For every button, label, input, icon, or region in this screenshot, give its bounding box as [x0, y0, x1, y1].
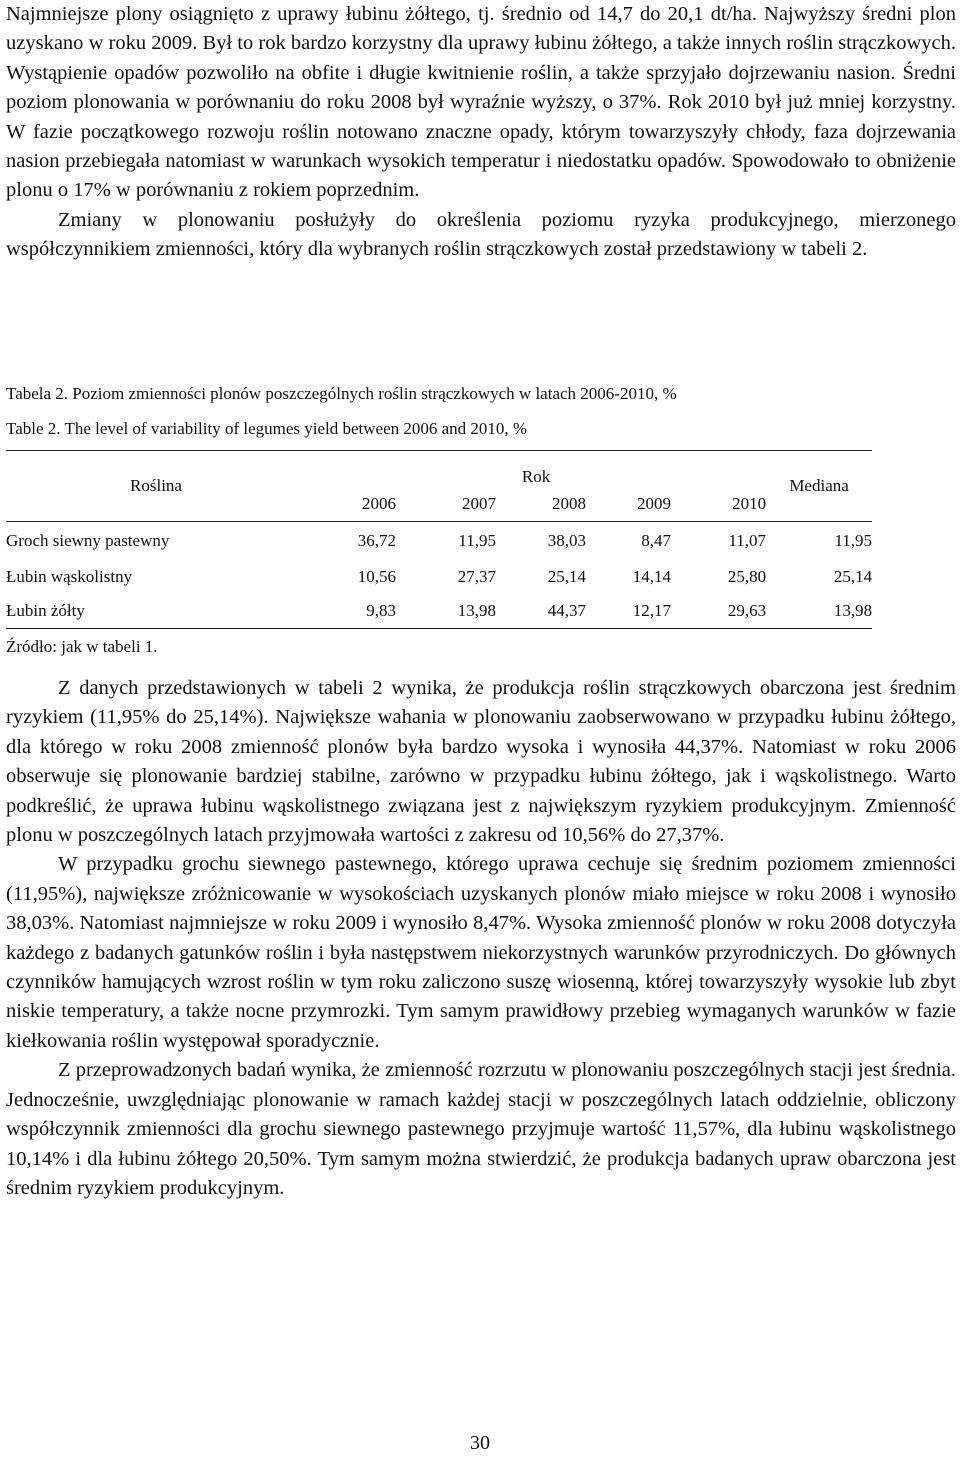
paragraph: Najmniejsze plony osiągnięto z uprawy łubinu żółtego, tj. średnio od 14,7 do 20,1 dt/ha. Najwyższy średni plon uzyskano w roku 2009. Był to rok bardzo korzystny dla uprawy łubinu żółtego, a także innych roślin strączkowych. Wystąpienie opadów pozwoliło na obfite i długie kwitnienie roślin, a także sprzyjało dojrzewaniu nasion. Średni poziom plonowania w porównaniu do roku 2008 był wyraźnie wyższy, o 37%. Rok 2010 był już mniej korzystny. W fazie początkowego rozwoju roślin notowano znaczne opady, którym towarzyszyły chłody, faza dojrzewania nasion przebiegała natomiast w warunkach wysokich temperatur i niedostatku opadów. Spowodowało to obniżenie plonu o 17% w porównaniu z rokiem poprzednim.	[6, 3, 956, 202]
table-caption-english: Table 2. The level of variability of legumes yield between 2006 and 2010, %	[6, 419, 528, 438]
header-median: Mediana	[766, 451, 872, 522]
row-value: 38,03	[547, 531, 586, 550]
paragraph: Z danych przedstawionych w tabeli 2 wynika, że produkcja roślin strączkowych obarczona jest średnim ryzykiem (11,95% do 25,14%). Największe wahania w plonowaniu zaobserwowano w przypadku łubinu żółtego, dla którego w roku 2008 zmienność plonów była bardzo wysoka i wynosiła 44,37%. Natomiast w roku 2006 obserwuje się plonowanie bardziej stabilne, zarówno w przypadku łubinu żółtego, jak i wąskolistnego. Warto podkreślić, że uprawa łubinu wąskolistnego związana jest z największym ryzykiem produkcyjnym. Zmienność plonu w poszczególnych latach przyjmowała wartości z zakresu od 10,56% do 27,37%.	[6, 677, 956, 847]
row-plant-name: Groch siewny pastewny	[6, 531, 170, 550]
text-block-bottom	[6, 674, 956, 1203]
row-plant-name: Łubin żółty	[6, 594, 306, 629]
row-median: 13,98	[766, 594, 872, 629]
row-value: 44,37	[496, 594, 586, 629]
row-value: 9,83	[306, 594, 396, 629]
row-value: 25,14	[547, 567, 586, 586]
header-year: 2006	[306, 487, 396, 522]
paragraph: W przypadku grochu siewnego pastewnego, którego uprawa cechuje się średnim poziomem zmienności (11,95%), największe zróżnicowanie w wysokościach uzyskanych plonów miało miejsce w roku 2008 i wynosiło 38,03%. Natomiast najmniejsze w roku 2009 i wynosiło 8,47%. Wysoka zmienność plonów w roku 2008 dotyczyła każdego z badanych gatunków roślin i była następstwem niekorzystnych warunków przyrodniczych. Do głównych czynników hamujących wzrost roślin w tym roku zaliczono suszę wiosenną, której towarzyszyły wysokie lub zbyt niskie temperatury, a także nocne przymrozki. Tym samym prawidłowy przebieg wymaganych warunków w fazie kiełkowania roślin występował sporadycznie.	[6, 853, 956, 1052]
row-value: 11,95	[458, 531, 496, 550]
table-header-row	[6, 451, 872, 488]
row-value: 8,47	[641, 531, 671, 550]
table-row	[6, 560, 872, 594]
row-value: 29,63	[671, 594, 766, 629]
row-value: 27,37	[457, 567, 496, 586]
variability-table	[6, 450, 872, 629]
row-value: 13,98	[396, 594, 496, 629]
paragraph: Z przeprowadzonych badań wynika, że zmienność rozrzutu w plonowaniu poszczególnych stacji jest średnia. Jednocześnie, uwzględniając plonowanie w ramach każdej stacji w poszczególnych latach oddzielnie, obliczony współczynnik zmienności dla grochu siewnego pastewnego przyjmuje wartość 11,57%, dla łubinu wąskolistnego 10,14% i dla łubinu żółtego 20,50%. Tym samym można stwierdzić, że produkcja badanych upraw obarczona jest średnim ryzykiem produkcyjnym.	[6, 1059, 956, 1199]
row-value: 12,17	[586, 594, 671, 629]
header-year: 2007	[396, 487, 496, 522]
row-value: 11,07	[728, 531, 767, 550]
row-value: 10,56	[357, 567, 396, 586]
page-number: 30	[470, 1432, 490, 1454]
header-year: 2009	[586, 487, 671, 522]
text-block-top	[6, 0, 956, 265]
table-caption-polish: Tabela 2. Poziom zmienności plonów poszczególnych roślin strączkowych w latach 2006-2010, %	[6, 384, 677, 403]
row-value: 36,72	[357, 531, 396, 550]
row-median: 25,14	[833, 567, 873, 586]
paragraph: Zmiany w plonowaniu posłużyły do określenia poziomu ryzyka produkcyjnego, mierzonego współczynnikiem zmienności, który dla wybranych roślin strączkowych został przedstawiony w tabeli 2.	[6, 208, 956, 261]
table-row	[6, 594, 872, 629]
header-year: 2010	[671, 487, 766, 522]
row-median: 11,95	[834, 531, 873, 550]
table-source-note: Źródło: jak w tabeli 1.	[6, 637, 158, 656]
row-value: 25,80	[727, 567, 767, 586]
header-plant: Roślina	[6, 451, 306, 522]
header-year: 2008	[496, 487, 586, 522]
table-row	[6, 522, 872, 561]
header-year-group: Rok	[306, 451, 766, 488]
row-plant-name: Łubin wąskolistny	[6, 567, 133, 586]
row-value: 14,14	[632, 567, 671, 586]
